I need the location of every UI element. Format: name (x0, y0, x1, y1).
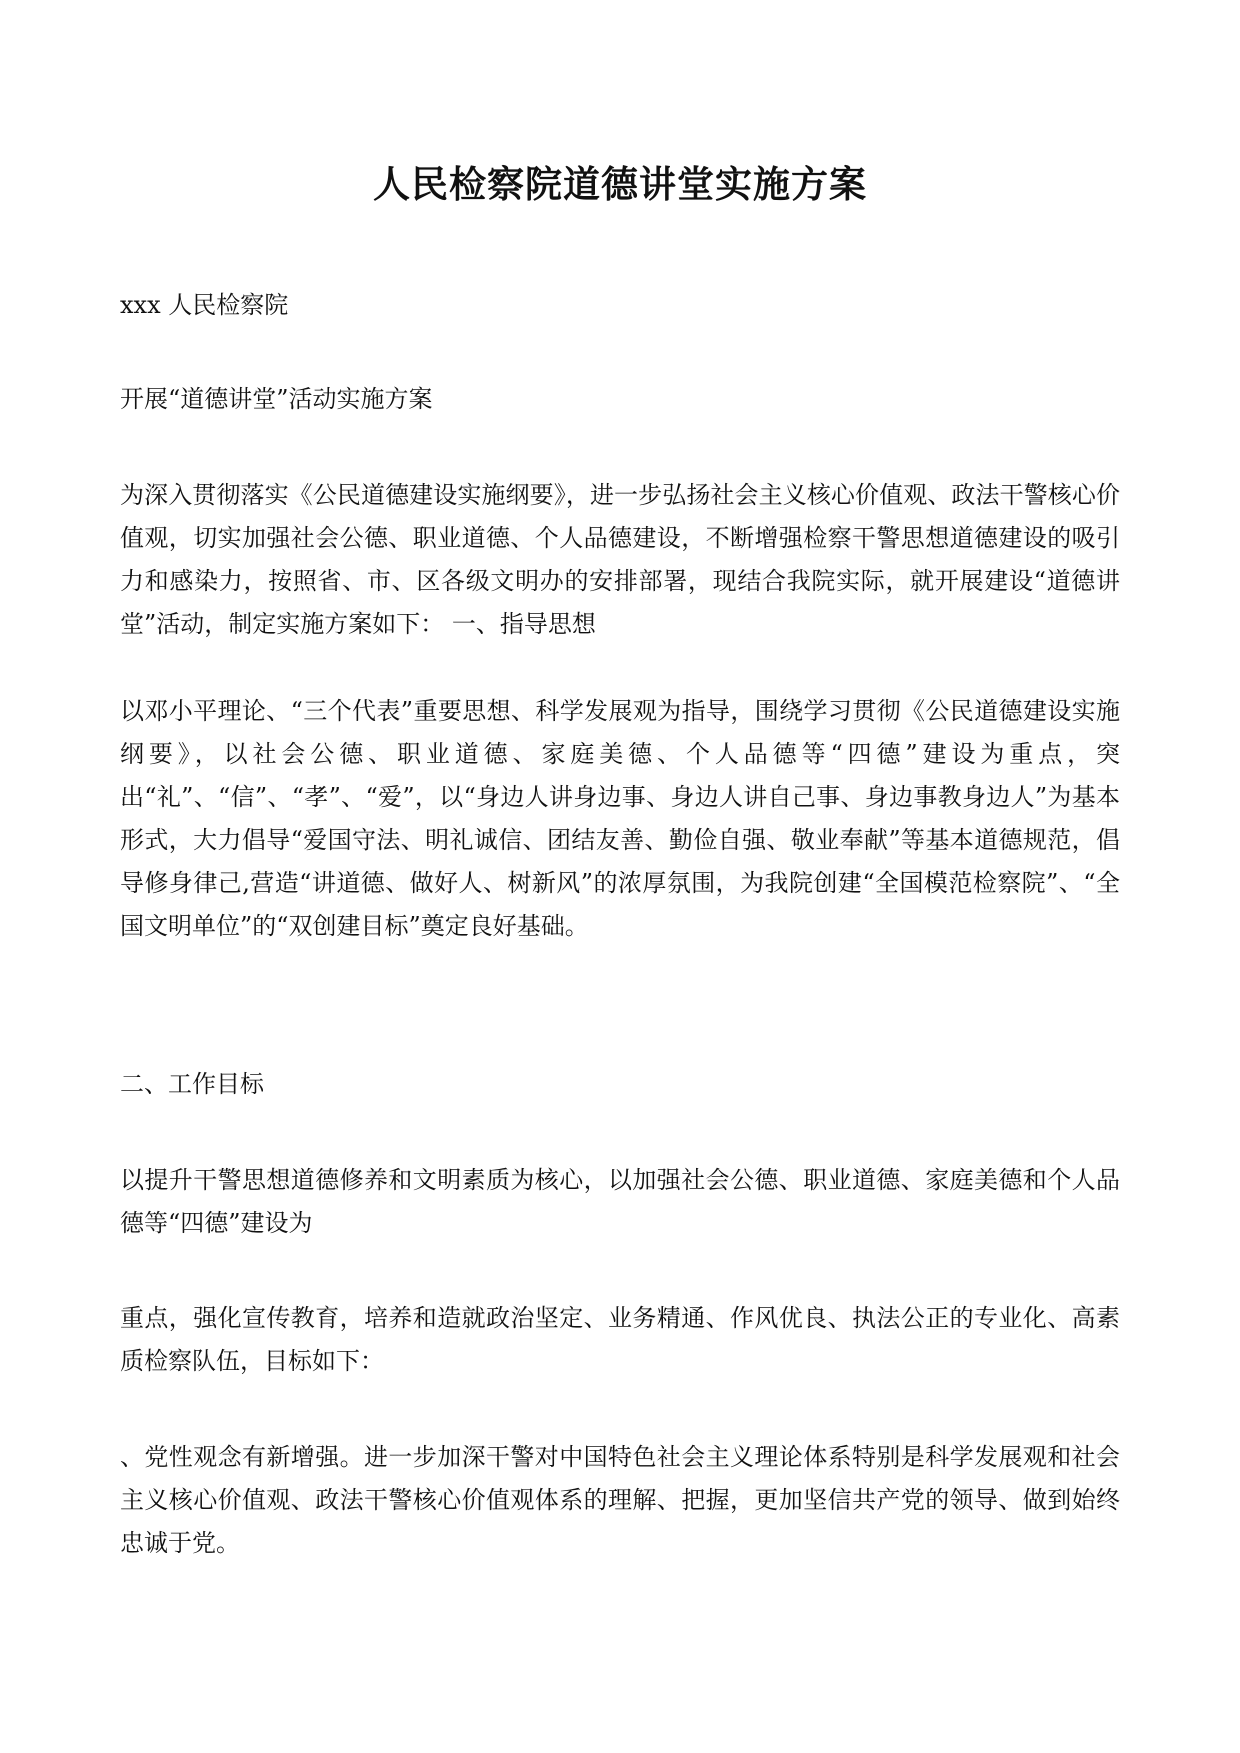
goal-item-1: 、党性观念有新增强。进一步加深干警对中国特色社会主义理论体系特别是科学发展观和社会主义核心价值观、政法干警核心价值观体系的理解、把握，更加坚信共产党的领导、做到始终忠诚于党。 (120, 1443, 1120, 1557)
guiding-thought-paragraph: 以邓小平理论、“三个代表”重要思想、科学发展观为指导，围绕学习贯彻《公民道德建设实施纲要》，以社会公德、职业道德、家庭美德、个人品德等“四德”建设为重点，突出“礼”、“信”、“孝”、“爱”，以“身边人讲身边事、身边人讲自己事、身边事教身边人”为基本形式，大力倡导“爱国守法、明礼诚信、团结友善、勤俭自强、敬业奉献”等基本道德规范，倡导修身律己,营造“讲道德、做好人、树新风”的浓厚氛围，为我院创建“全国模范检察院”、“全国文明单位”的“双创建目标”奠定良好基础。 (120, 697, 1120, 940)
section-heading-work-goals: 二、工作目标 (120, 1070, 264, 1098)
goal-paragraph-part1: 以提升干警思想道德修养和文明素质为核心，以加强社会公德、职业道德、家庭美德和个人品德等“四德”建设为 (120, 1166, 1120, 1237)
organization-line: xxx 人民检察院 (120, 291, 289, 319)
intro-paragraph: 为深入贯彻落实《公民道德建设实施纲要》，进一步弘扬社会主义核心价值观、政法干警核心价值观，切实加强社会公德、职业道德、个人品德建设，不断增强检察干警思想道德建设的吸引力和感染力，按照省、市、区各级文明办的安排部署，现结合我院实际，就开展建设“道德讲堂”活动，制定实施方案如下： 一、指导思想 (120, 481, 1120, 638)
document-title: 人民检察院道德讲堂实施方案 (373, 162, 867, 206)
document-subtitle: 开展“道德讲堂”活动实施方案 (120, 385, 433, 413)
goal-paragraph-part2: 重点，强化宣传教育，培养和造就政治坚定、业务精通、作风优良、执法公正的专业化、高素质检察队伍，目标如下： (120, 1304, 1120, 1375)
